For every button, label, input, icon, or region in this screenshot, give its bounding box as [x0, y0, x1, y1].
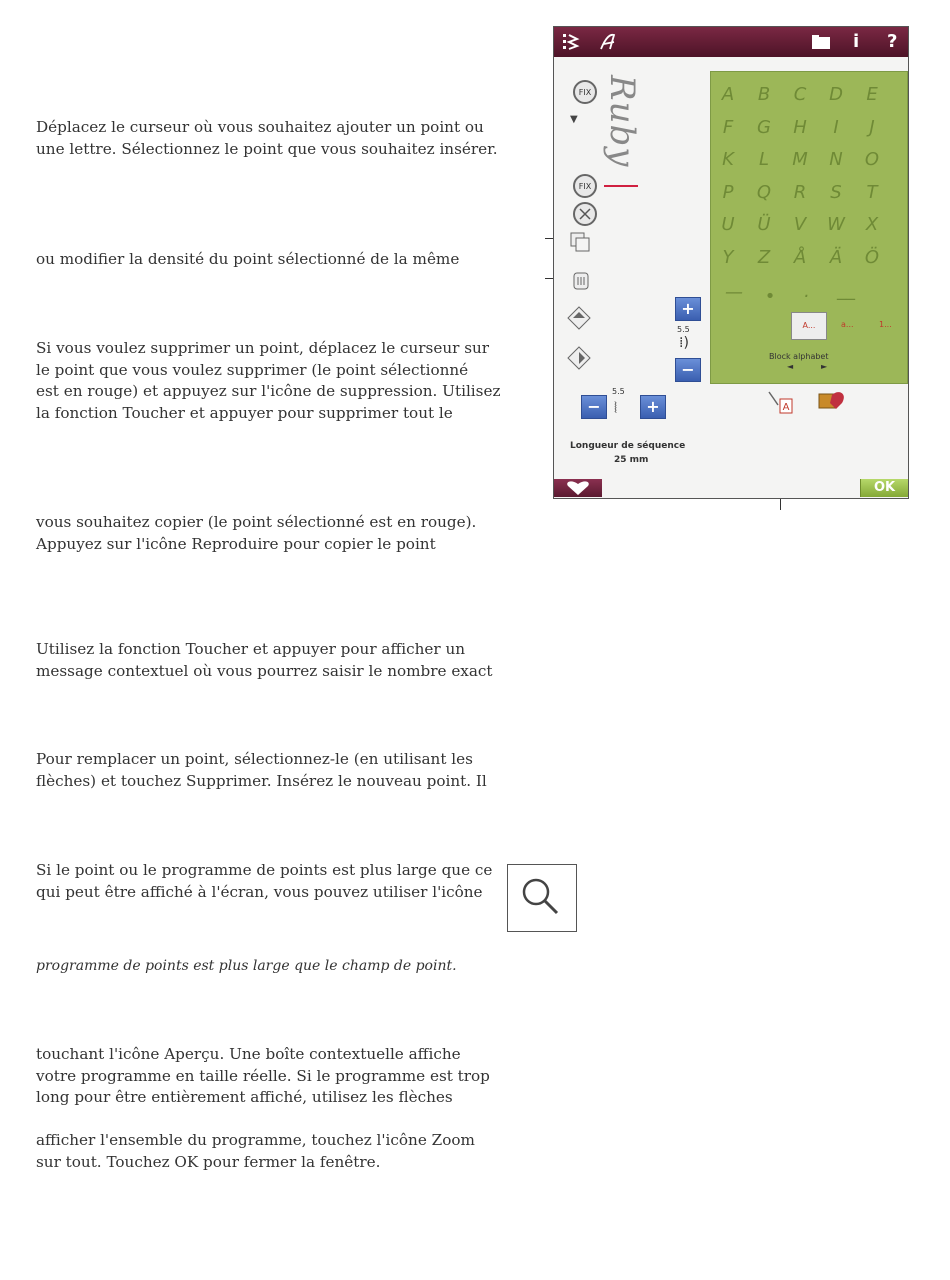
- paragraph-touch: [36, 639, 493, 682]
- font-name-label: Block alphabet: [769, 352, 829, 361]
- letter-key[interactable]: C: [793, 84, 807, 105]
- stitch-menu-icon[interactable]: [816, 389, 850, 415]
- text-line: afficher l'ensemble du programme, touchez l'icône Zoom: [36, 1131, 475, 1149]
- svg-text:FIX: FIX: [578, 88, 592, 97]
- letter-key[interactable]: Ä: [829, 246, 843, 268]
- svg-text:FIX: FIX: [578, 182, 592, 191]
- letter-key[interactable]: P: [722, 181, 734, 203]
- text-line: la fonction Toucher et appuyer pour supprimer tout le: [36, 404, 453, 423]
- sewing-machine-screen: [553, 26, 909, 499]
- text-line: sur tout. Touchez OK pour fermer la fenêtre.: [36, 1152, 381, 1171]
- svg-text:A: A: [782, 402, 790, 413]
- text-line: Appuyez sur l'icône Reproduire pour copier le point: [36, 534, 436, 553]
- font-next-arrow[interactable]: ►: [821, 362, 828, 371]
- letter-key[interactable]: A: [721, 84, 735, 105]
- text-line: message contextuel où vous pourrez saisir le nombre exact: [36, 661, 493, 680]
- mirror-horizontal-icon[interactable]: [566, 345, 592, 371]
- favorites-button[interactable]: [554, 479, 602, 497]
- punct-key[interactable]: ·: [803, 286, 809, 307]
- info-icon[interactable]: i: [853, 31, 860, 52]
- paragraph-zoom-all: [36, 1130, 476, 1173]
- letter-key[interactable]: V: [793, 214, 807, 235]
- paragraph-note: [36, 956, 476, 978]
- paragraph-delete: [36, 338, 501, 425]
- text-line: long pour être entièrement affiché, utilisez les flèches: [36, 1088, 453, 1107]
- fix-icon[interactable]: [572, 173, 598, 199]
- font-button-uppercase[interactable]: A...: [791, 312, 827, 340]
- punct-key[interactable]: —: [725, 282, 743, 303]
- font-prev-arrow[interactable]: ◄: [787, 362, 794, 371]
- text-line: Si vous voulez supprimer un point, déplacez le curseur sur: [36, 339, 490, 357]
- font-selection-icon[interactable]: [766, 389, 796, 415]
- arrow-down-icon[interactable]: ▼: [570, 114, 578, 125]
- letter-key[interactable]: B: [757, 84, 771, 105]
- font-button-lowercase[interactable]: a...: [841, 320, 854, 329]
- paragraph-density: [36, 249, 476, 271]
- fix-icon[interactable]: [572, 79, 598, 105]
- sequence-length-value: 25 mm: [614, 455, 649, 465]
- letter-key[interactable]: F: [722, 116, 734, 138]
- mirror-vertical-icon[interactable]: [566, 305, 592, 331]
- preview-text: Ruby: [602, 75, 642, 168]
- letter-key[interactable]: D: [829, 84, 843, 105]
- letter-key[interactable]: Z: [757, 246, 771, 268]
- width-icon: ⦚: [614, 399, 618, 417]
- letter-key[interactable]: Y: [722, 246, 734, 268]
- density-icon: ⁞): [679, 335, 689, 351]
- duplicate-icon[interactable]: [568, 230, 594, 256]
- text-line: Utilisez la fonction Toucher et appuyer pour afficher un: [36, 640, 466, 658]
- letter-key[interactable]: X: [865, 214, 879, 235]
- text-line: une lettre. Sélectionnez le point que vous souhaitez insérer.: [36, 139, 498, 158]
- paragraph-replace: [36, 749, 487, 792]
- top-bar: [554, 27, 908, 57]
- paragraph-zoom: [36, 860, 493, 903]
- width-value: 5.5: [612, 387, 625, 396]
- letter-key[interactable]: Ö: [864, 246, 880, 268]
- density-plus-button[interactable]: +: [675, 297, 701, 321]
- letter-key[interactable]: O: [864, 149, 880, 170]
- paragraph-preview: [36, 1044, 490, 1109]
- cursor-marker: [604, 185, 638, 187]
- letter-key[interactable]: L: [758, 149, 770, 170]
- text-line: touchant l'icône Aperçu. Une boîte contextuelle affiche: [36, 1045, 461, 1063]
- width-minus-button[interactable]: −: [581, 395, 607, 419]
- zoom-icon: [508, 865, 576, 931]
- letter-key[interactable]: K: [722, 149, 734, 170]
- text-line: qui peut être affiché à l'écran, vous pouvez utiliser l'icône: [36, 882, 483, 901]
- stitch-preview[interactable]: [602, 75, 644, 195]
- text-line: est en rouge) et appuyez sur l'icône de suppression. Utilisez: [36, 382, 501, 401]
- help-icon[interactable]: ?: [887, 31, 898, 52]
- alphabet-panel: [710, 71, 908, 384]
- density-value: 5.5: [677, 325, 690, 334]
- letter-key[interactable]: M: [792, 149, 808, 170]
- folder-icon[interactable]: [811, 35, 831, 49]
- text-line: programme de points est plus large que le champ de point.: [36, 958, 457, 974]
- letter-key[interactable]: T: [866, 181, 878, 203]
- paragraph-insert: [36, 117, 498, 160]
- menu-icon[interactable]: [562, 32, 580, 52]
- delete-icon[interactable]: [568, 267, 594, 293]
- letter-key[interactable]: R: [793, 181, 807, 203]
- font-icon[interactable]: [598, 32, 620, 52]
- width-plus-button[interactable]: +: [640, 395, 666, 419]
- text-line: flèches) et touchez Supprimer. Insérez le nouveau point. Il: [36, 771, 487, 790]
- text-line: le point que vous voulez supprimer (le point sélectionné: [36, 360, 469, 379]
- letter-key[interactable]: Ü: [757, 214, 771, 235]
- letter-key[interactable]: J: [869, 116, 875, 138]
- letter-key[interactable]: N: [829, 149, 843, 170]
- paragraph-copy: [36, 512, 476, 555]
- punct-key[interactable]: •: [764, 286, 776, 307]
- letter-key[interactable]: Å: [793, 246, 807, 268]
- cut-thread-icon[interactable]: [572, 201, 598, 227]
- text-line: ou modifier la densité du point sélectionné de la même: [36, 250, 460, 268]
- letter-key[interactable]: W: [827, 214, 845, 235]
- letter-key[interactable]: S: [830, 181, 842, 203]
- letter-key[interactable]: Q: [756, 181, 772, 203]
- punct-key[interactable]: __: [837, 280, 855, 301]
- density-minus-button[interactable]: −: [675, 358, 701, 382]
- letter-key[interactable]: G: [757, 116, 771, 138]
- zoom-icon-box: [507, 864, 577, 932]
- letter-key[interactable]: U: [721, 214, 735, 235]
- text-line: Pour remplacer un point, sélectionnez-le (en utilisant les: [36, 750, 473, 768]
- text-line: votre programme en taille réelle. Si le programme est trop: [36, 1066, 490, 1085]
- text-line: Déplacez le curseur où vous souhaitez ajouter un point ou: [36, 118, 484, 136]
- heart-icon: [554, 479, 602, 497]
- ok-button[interactable]: OK: [860, 479, 908, 497]
- sequence-length-label: Longueur de séquence: [570, 441, 686, 451]
- letter-key[interactable]: H: [793, 116, 807, 138]
- text-line: vous souhaitez copier (le point sélectionné est en rouge).: [36, 513, 477, 531]
- text-line: Si le point ou le programme de points est plus large que ce: [36, 861, 493, 879]
- letter-key[interactable]: E: [866, 84, 878, 105]
- letter-key[interactable]: I: [833, 116, 839, 138]
- font-button-numbers[interactable]: 1...: [879, 320, 892, 329]
